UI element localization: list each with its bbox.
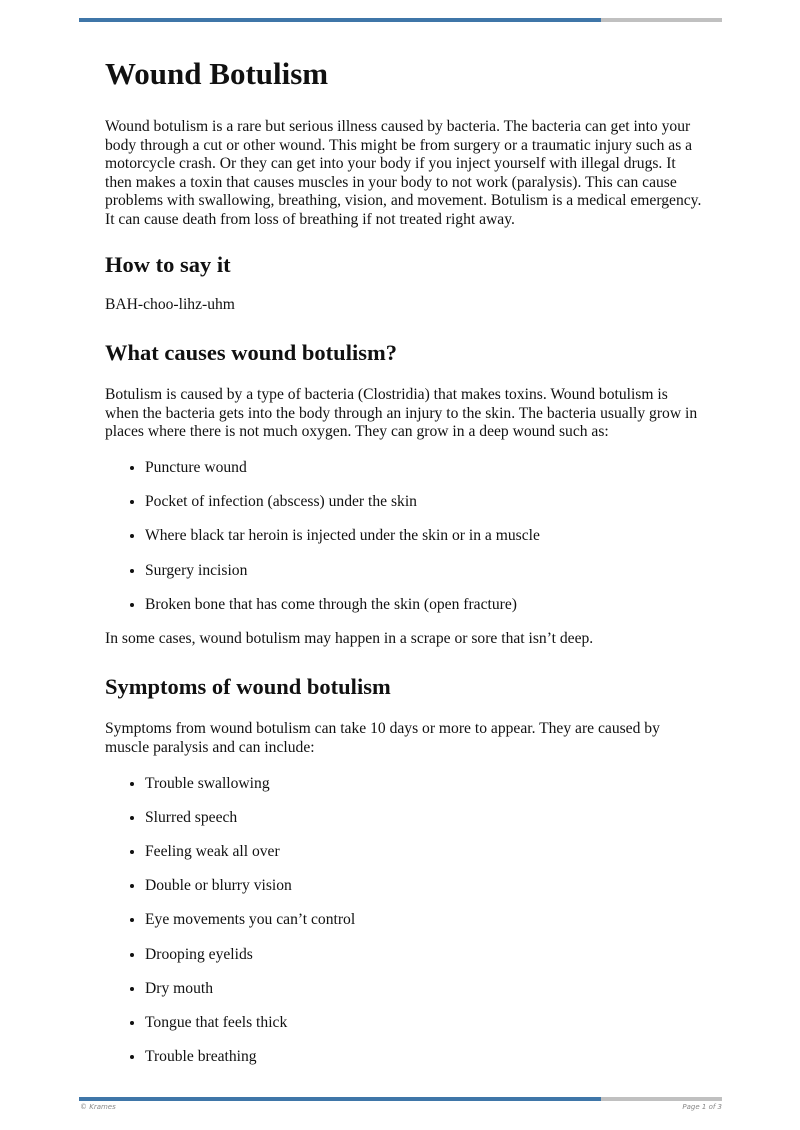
list-item: • Feeling weak all over (145, 843, 705, 862)
symptoms-paragraph: Symptoms from wound botulism can take 10 days or more to appear. They are caused by muscle paralysis and can include: (105, 720, 660, 757)
footer-bar-secondary (601, 1097, 722, 1101)
document-body (105, 52, 705, 1082)
list-item: • Drooping eyelids (145, 946, 705, 965)
page-title: Wound Botulism (105, 56, 329, 91)
list-item: • Trouble swallowing (145, 775, 705, 794)
footer-divider-bar (79, 1097, 722, 1101)
list-item: • Dry mouth (145, 980, 705, 999)
section-heading-how-to-say: How to say it (105, 251, 231, 277)
list-item: • Trouble breathing (145, 1048, 705, 1067)
list-item: • Broken bone that has come through the skin (open fracture) (145, 596, 705, 615)
list-item: • Double or blurry vision (145, 877, 705, 896)
section-heading-symptoms: Symptoms of wound botulism (105, 674, 391, 700)
pronunciation-text: BAH-choo-lihz-uhm (105, 295, 235, 313)
copyright-text: © Krames (80, 1103, 116, 1111)
causes-list (105, 459, 705, 614)
list-item: • Pocket of infection (abscess) under the skin (145, 493, 705, 512)
causes-paragraph: Botulism is caused by a type of bacteria (Clostridia) that makes toxins. Wound botulism is when the bacteria gets into the body through an injury to the skin. The bacteria usually grow in places where there is not much oxygen. They can grow in a deep wound such as: (105, 386, 698, 441)
list-item: • Puncture wound (145, 459, 705, 478)
header-bar-accent (79, 18, 601, 22)
header-bar-secondary (601, 18, 722, 22)
page-footer (80, 1103, 722, 1111)
list-item: • Where black tar heroin is injected under the skin or in a muscle (145, 527, 705, 546)
section-heading-causes: What causes wound botulism? (105, 340, 397, 366)
list-item: • Eye movements you can’t control (145, 911, 705, 930)
page-number: Page 1 of 3 (682, 1103, 722, 1111)
list-item: • Surgery incision (145, 562, 705, 581)
footer-bar-accent (79, 1097, 601, 1101)
symptoms-list (105, 775, 705, 1067)
list-item: • Tongue that feels thick (145, 1014, 705, 1033)
header-divider-bar (79, 18, 722, 22)
intro-paragraph: Wound botulism is a rare but serious illness caused by bacteria. The bacteria can get into your body through a cut or other wound. This might be from surgery or a traumatic injury such as a motorcycle crash. Or they can get into your body if you inject yourself with illegal drugs. It then makes a toxin that causes muscles in your body to not work (paralysis). This can cause problems with swallowing, breathing, vision, and movement. Botulism is a medical emergency. It can cause death from loss of breathing if not treated right away. (105, 118, 702, 228)
list-item: • Slurred speech (145, 809, 705, 828)
causes-note: In some cases, wound botulism may happen in a scrape or sore that isn’t deep. (105, 629, 594, 647)
